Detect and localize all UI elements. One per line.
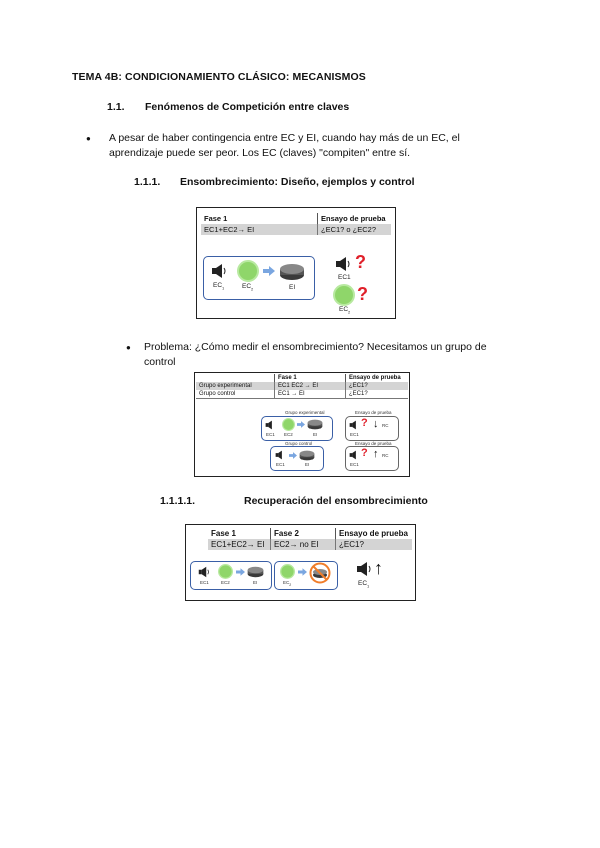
design-table — [201, 213, 391, 235]
light-icon — [333, 284, 355, 306]
label-ei: EI — [305, 462, 310, 467]
light-icon — [237, 260, 259, 282]
section-number: 1.1.1. — [134, 176, 161, 188]
bullet-paragraph-2 — [126, 340, 516, 370]
question-mark: ? — [355, 252, 366, 272]
bullet-text: Problema: ¿Cómo medir el ensombrecimiento? Necesitamos un grupo de control — [144, 341, 487, 368]
header-phase-2: Fase 2 — [271, 528, 336, 539]
label-rc: RC — [382, 453, 389, 458]
bullet-icon: ● — [86, 134, 91, 143]
speaker-icon — [275, 450, 285, 460]
food-pellet-icon — [299, 450, 315, 461]
test-label-ec1: $EC_1$ — [358, 580, 370, 589]
label-ec2: $EC_2$ — [283, 580, 292, 587]
label-ec1: $EC_1$ — [213, 282, 225, 291]
label-ei: EI — [289, 284, 296, 291]
table-row: Grupo experimental EC1 EC2 → EI ¿EC1? — [196, 382, 408, 390]
table-row: Grupo control EC1 → EI ¿EC1? — [196, 390, 408, 399]
header-phase: Fase 1 — [201, 213, 318, 224]
control-table — [196, 374, 408, 399]
question-mark: ? — [361, 417, 368, 429]
header-test: Ensayo de prueba — [349, 375, 401, 381]
speaker-icon — [211, 263, 227, 279]
header-phase: Fase 1 — [275, 374, 346, 382]
arrow-right-icon — [289, 452, 297, 459]
cell-test: ¿EC1? — [336, 539, 413, 550]
caption-experimental: Grupo experimental — [285, 410, 325, 415]
label-ec1: EC1 — [350, 432, 359, 437]
caption-test-1: Ensayo de prueba — [355, 410, 392, 415]
caption-test-2: Ensayo de prueba — [355, 441, 392, 446]
section-heading-1-1 — [107, 101, 349, 113]
food-pellet-icon — [247, 566, 264, 578]
header-phase-1: Fase 1 — [208, 528, 271, 539]
cell-phase: EC1+EC2→ EI — [201, 224, 318, 235]
figure-overshadowing-design — [196, 207, 396, 319]
cell-test: ¿EC1? o ¿EC2? — [318, 224, 392, 235]
section-title: Ensombrecimiento: Diseño, ejemplos y control — [180, 176, 415, 188]
arrow-up-icon: ↑ — [374, 558, 383, 578]
light-icon — [282, 418, 295, 431]
caption-control: Grupo control — [285, 441, 313, 446]
section-number: 1.1. — [107, 101, 125, 113]
speaker-icon — [265, 420, 275, 430]
label-ec2: EC2 — [284, 432, 293, 437]
light-icon — [280, 564, 295, 579]
arrow-right-icon — [236, 568, 245, 576]
label-rc: RC — [382, 423, 389, 428]
speaker-icon — [198, 566, 210, 578]
table-row — [208, 539, 412, 550]
section-title: Fenómenos de Competición entre claves — [145, 101, 350, 113]
speaker-icon — [335, 256, 351, 272]
cell-phase-1: EC1+EC2→ EI — [208, 539, 271, 550]
bullet-paragraph-1 — [86, 131, 506, 161]
speaker-icon — [349, 420, 359, 430]
food-pellet-icon — [279, 263, 305, 281]
header-test: Ensayo de prueba — [321, 214, 386, 223]
arrow-down-icon: ↓ — [373, 418, 379, 430]
label-ei: EI — [313, 432, 318, 437]
section-number: 1.1.1.1. — [160, 495, 196, 507]
page-title: TEMA 4B: CONDICIONAMIENTO CLÁSICO: MECANISMOS — [72, 71, 366, 83]
arrow-right-icon — [297, 421, 305, 428]
figure-control-group — [194, 372, 410, 477]
label-ec1: EC1 — [276, 462, 285, 467]
light-icon — [218, 564, 233, 579]
speaker-icon — [356, 561, 372, 577]
figure-recovery — [185, 524, 416, 601]
speaker-icon — [349, 450, 359, 460]
label-ec2: EC2 — [221, 580, 230, 585]
label-ec1: EC1 — [350, 462, 359, 467]
header-test: Ensayo de prueba — [339, 529, 408, 538]
recovery-table — [208, 528, 412, 550]
section-heading-1-1-1-1 — [160, 495, 428, 507]
label-ec1: EC1 — [266, 432, 275, 437]
section-title: Recuperación del ensombrecimiento — [244, 495, 428, 507]
bullet-icon: ● — [126, 343, 131, 352]
section-heading-1-1-1 — [134, 176, 415, 188]
food-pellet-icon — [307, 419, 323, 430]
question-mark: ? — [357, 284, 368, 304]
arrow-up-icon: ↑ — [373, 448, 379, 460]
test-label-ec2: $EC_2$ — [339, 306, 351, 315]
test-label-ec1: EC1 — [338, 274, 351, 281]
label-ec1: EC1 — [200, 580, 209, 585]
cell-phase-2: EC2→ no EI — [271, 539, 336, 550]
question-mark: ? — [361, 447, 368, 459]
no-food-icon — [309, 562, 331, 584]
label-ei: EI — [253, 580, 258, 585]
label-ec2: $EC_2$ — [242, 283, 254, 292]
arrow-right-icon — [298, 568, 307, 576]
arrow-right-icon — [263, 266, 275, 276]
bullet-text: A pesar de haber contingencia entre EC y EI, cuando hay más de un EC, el aprendizaje puede ser peor. Los EC (claves) "compiten" entre sí. — [109, 132, 460, 159]
